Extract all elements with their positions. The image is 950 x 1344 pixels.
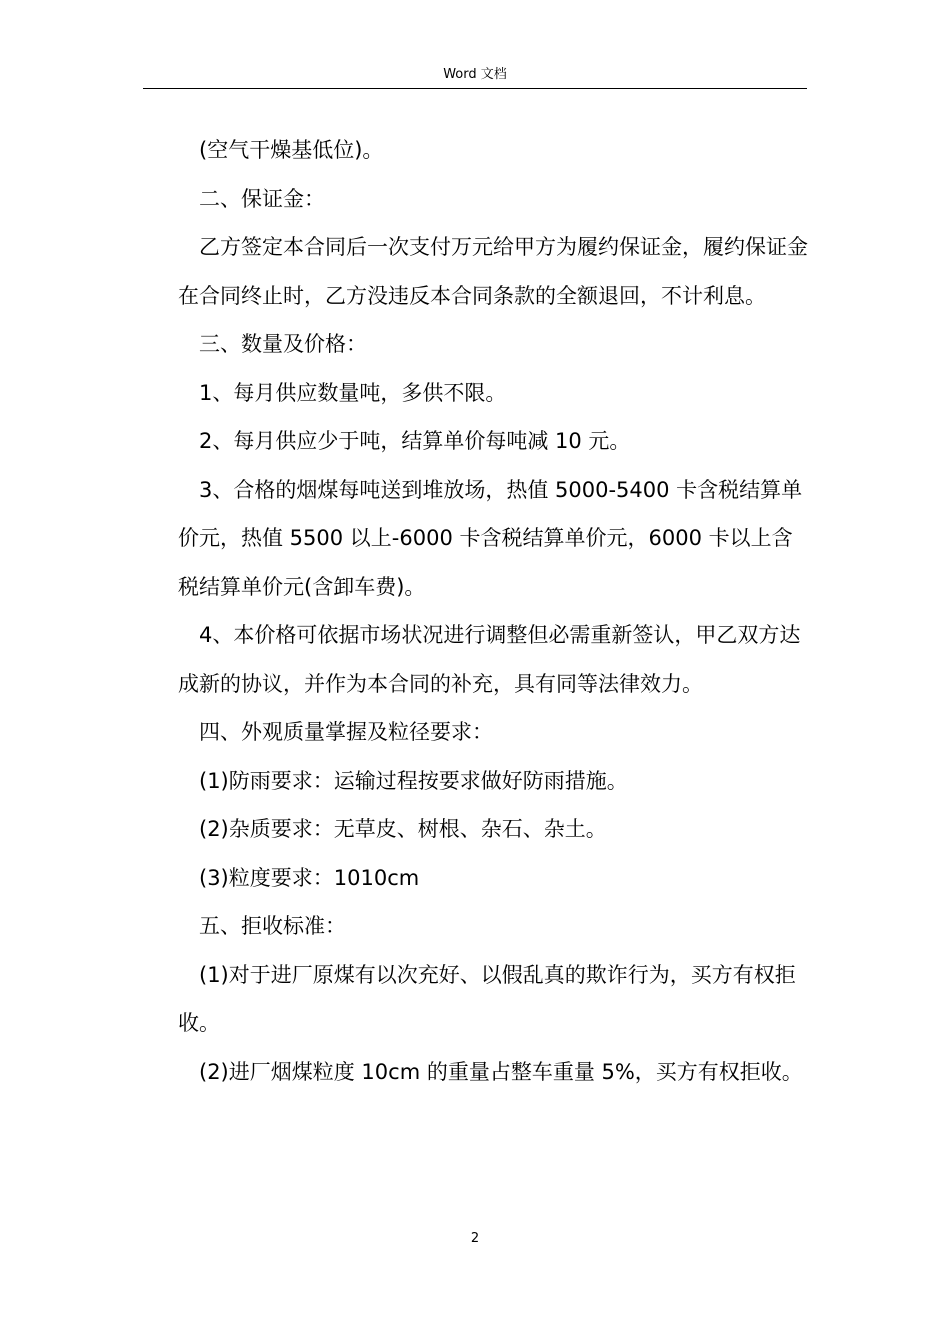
list-item: (1)对于进厂原煤有以次充好、以假乱真的欺诈行为，买方有权拒收。 [178,962,796,1035]
section-heading: 五、拒收标准： [199,914,346,938]
paragraph: 乙方签定本合同后一次支付万元给甲方为履约保证金，履约保证金在合同终止时，乙方没违反本合同条款的全额退回，不计利息。 [178,235,808,308]
section-heading: 三、数量及价格： [199,332,367,356]
page-number: 2 [470,1231,480,1246]
section-heading: 二、保证金： [199,186,325,211]
list-item: (2)进厂烟煤粒度 10cm 的重量占整车重量 5%，买方有权拒收。 [199,1059,803,1084]
list-item: (2)杂质要求：无草皮、树根、杂石、杂土。 [199,817,607,841]
section-heading: 四、外观质量掌握及粒径要求： [199,720,493,744]
document-body [178,126,808,1096]
list-item: (1)防雨要求：运输过程按要求做好防雨措施。 [199,768,628,793]
paragraph: (空气干燥基低位)。 [199,138,384,162]
list-item: 4、本价格可依据市场状况进行调整但必需重新签认，甲乙双方达成新的协议，并作为本合同的补充，具有同等法律效力。 [178,623,801,696]
list-item: 3、合格的烟煤每吨送到堆放场，热值 5000-5400 卡含税结算单价元，热值 5500 以上-6000 卡含税结算单价元，6000 卡以上含税结算单价元(含卸车费)。 [178,477,803,599]
list-item: 1、每月供应数量吨，多供不限。 [199,380,507,405]
list-item: 2、每月供应少于吨，结算单价每吨减 10 元。 [199,429,631,453]
header-divider [143,88,807,89]
list-item: (3)粒度要求：1010cm [199,865,420,890]
page-header: Word 文档 [443,67,507,82]
